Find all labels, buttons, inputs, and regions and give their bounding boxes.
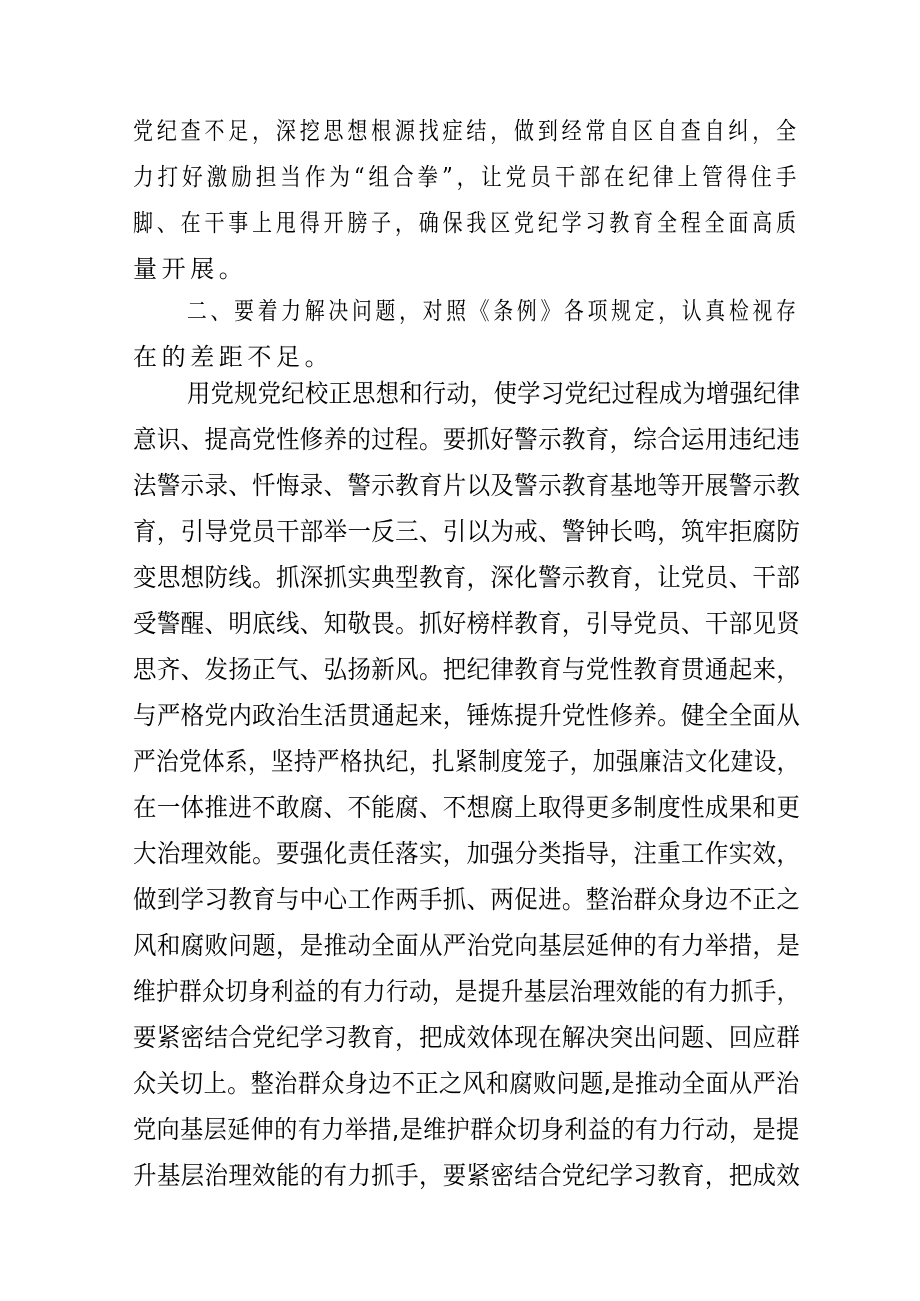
section2-line: 维护群众切身利益的有力行动，是提升基层治理效能的有力抓手， bbox=[133, 977, 800, 1006]
section2-line: 众关切上。整治群众身边不正之风和腐败问题,是推动全面从严治 bbox=[133, 1069, 800, 1098]
section1-line: 党纪查不足，深挖思想根源找症结，做到经常自区自查自纠，全 bbox=[133, 117, 800, 145]
section2-line: 党向基层延伸的有力举措,是维护群众切身利益的有力行动，是提 bbox=[133, 1115, 800, 1144]
section1-line: 脚、在干事上甩得开膀子，确保我区党纪学习教育全程全面高质 bbox=[133, 209, 800, 237]
section2-line: 思齐、发扬正气、弘扬新风。把纪律教育与党性教育贯通起来， bbox=[133, 655, 801, 684]
section2-line: 变思想防线。抓深抓实典型教育，深化警示教育，让党员、干部 bbox=[133, 563, 801, 592]
section2-line: 受警醒、明底线、知敬畏。抓好榜样教育，引导党员、干部见贤 bbox=[133, 609, 801, 638]
section2-line: 法警示录、忏悔录、警示教育片以及警示教育基地等开展警示教 bbox=[133, 471, 801, 500]
section2-line: 意识、提高党性修养的过程。要抓好警示教育，综合运用违纪违 bbox=[133, 425, 801, 454]
section2-line: 严治党体系，坚持严格执纪，扎紧制度笼子，加强廉洁文化建设， bbox=[133, 747, 800, 776]
section2-line: 育，引导党员干部举一反三、引以为戒、警钟长鸣，筑牢拒腐防 bbox=[133, 517, 801, 546]
section2-line: 大治理效能。要强化责任落实，加强分类指导，注重工作实效， bbox=[133, 839, 801, 868]
section2-line: 在一体推进不敢腐、不能腐、不想腐上取得更多制度性成果和更 bbox=[133, 793, 801, 822]
section2-line: 要紧密结合党纪学习教育，把成效体现在解决突出问题、回应群 bbox=[133, 1023, 801, 1052]
heading2-line: 在的差距不足。 bbox=[133, 343, 334, 371]
section2-line: 做到学习教育与中心工作两手抓、两促进。整治群众身边不正之 bbox=[133, 885, 801, 914]
section1-line: 量开展。 bbox=[133, 255, 248, 283]
section1-line: 力打好激励担当作为“组合拳”，让党员干部在纪律上管得住手 bbox=[133, 163, 801, 191]
section2-line: 用党规党纪校正思想和行动，使学习党纪过程成为增强纪律 bbox=[187, 379, 801, 408]
heading2-line: 二、要着力解决问题，对照《条例》各项规定，认真检视存 bbox=[187, 297, 800, 325]
section2-line: 风和腐败问题，是推动全面从严治党向基层延伸的有力举措，是 bbox=[133, 931, 801, 960]
section2-line: 升基层治理效能的有力抓手，要紧密结合党纪学习教育，把成效 bbox=[133, 1161, 801, 1190]
section2-line: 与严格党内政治生活贯通起来，锤炼提升党性修养。健全全面从 bbox=[133, 701, 801, 730]
